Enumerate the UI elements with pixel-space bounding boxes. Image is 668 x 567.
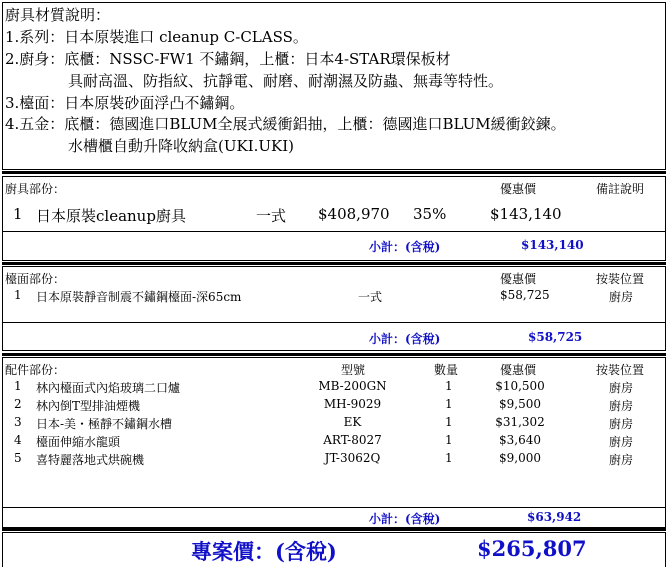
kitchen-section-title: 廚具部份： <box>5 182 66 196</box>
accessory-location: 廚房 <box>609 453 634 467</box>
accessory-name: 日本-美・極靜不鏽鋼水槽 <box>36 417 173 431</box>
accessory-location: 廚房 <box>609 381 634 395</box>
accessory-qty: 1 <box>445 433 453 447</box>
kitchen-row-list-price: $408,970 <box>318 205 390 223</box>
counter-subtotal-value: $58,725 <box>528 330 583 344</box>
accessory-qty: 1 <box>445 379 453 393</box>
accessory-model: MH-9029 <box>323 397 382 411</box>
accessory-price: $31,302 <box>495 415 545 429</box>
counter-row-location: 廚房 <box>609 290 634 304</box>
accessory-price: $9,500 <box>499 397 541 411</box>
divider <box>2 231 666 232</box>
accessory-model: MB-200GN <box>318 379 387 393</box>
project-total-value: $265,807 <box>477 536 587 561</box>
divider <box>2 262 666 265</box>
counter-location-header: 按裝位置 <box>596 272 645 286</box>
kitchen-note-header: 備註說明 <box>596 182 645 196</box>
accessory-name: 林內檯面式內焰玻璃二口爐 <box>36 381 181 395</box>
accessory-qty: 1 <box>445 451 453 465</box>
accessories-section-title: 配件部份： <box>5 363 66 377</box>
material-line-2: 2.廚身：底櫃：NSSC-FW1 不鏽鋼，上櫃：日本4-STAR環保板材 <box>5 50 451 68</box>
accessory-model: ART-8027 <box>323 433 382 447</box>
material-line-5: 4.五金：底櫃：德國進口BLUM全展式緩衝鋁抽，上櫃：德國進口BLUM緩衝鉸鍊。 <box>5 115 566 133</box>
accessory-model: JT-3062Q <box>324 451 381 465</box>
counter-row-name: 日本原裝靜音制震不鏽鋼檯面-深65cm <box>36 290 242 304</box>
accessories-qty-header: 數量 <box>434 363 459 377</box>
divider <box>2 171 666 174</box>
accessory-name: 檯面伸縮水龍頭 <box>36 435 121 449</box>
accessory-price: $9,000 <box>499 451 541 465</box>
accessories-subtotal-label: 小計：(含稅) <box>369 512 441 526</box>
kitchen-row-name: 日本原裝cleanup廚具 <box>36 207 186 225</box>
counter-section-title: 檯面部份： <box>5 272 66 286</box>
material-title: 廚具材質說明： <box>5 6 111 24</box>
accessory-no: 4 <box>14 433 22 447</box>
accessory-qty: 1 <box>445 415 453 429</box>
accessory-model: EK <box>343 415 362 429</box>
divider <box>2 528 666 531</box>
accessory-price: $3,640 <box>499 433 541 447</box>
accessory-name: 喜特麗落地式烘碗機 <box>36 453 145 467</box>
divider <box>2 322 666 323</box>
material-line-6: 水槽櫃自動升降收納盒(UKI.UKI) <box>68 137 295 155</box>
counter-subtotal-label: 小計：(含稅) <box>369 332 441 346</box>
accessories-subtotal-value: $63,942 <box>527 510 582 524</box>
kitchen-subtotal-label: 小計：(含稅) <box>369 240 441 254</box>
kitchen-row-price: $143,140 <box>490 205 562 223</box>
accessory-no: 5 <box>14 451 22 465</box>
project-total-label: 專案價：(含稅) <box>191 539 337 564</box>
kitchen-price-header: 優惠價 <box>500 182 537 196</box>
material-line-4: 3.檯面：日本原裝砂面浮凸不鏽鋼。 <box>5 94 245 112</box>
accessory-no: 3 <box>14 415 22 429</box>
divider <box>2 353 666 356</box>
divider <box>2 507 666 508</box>
counter-price-header: 優惠價 <box>500 272 537 286</box>
material-line-1: 1.系列：日本原裝進口 cleanup C-CLASS。 <box>5 28 308 46</box>
accessory-price: $10,500 <box>495 379 545 393</box>
accessories-location-header: 按裝位置 <box>596 363 645 377</box>
counter-row-price: $58,725 <box>500 288 550 302</box>
accessory-name: 林內倒T型排油煙機 <box>36 399 141 413</box>
accessories-model-header: 型號 <box>341 363 366 377</box>
accessory-location: 廚房 <box>609 399 634 413</box>
accessory-location: 廚房 <box>609 435 634 449</box>
kitchen-row-no: 1 <box>13 205 23 223</box>
counter-row-unit: 一式 <box>358 290 383 304</box>
counter-row-no: 1 <box>14 288 22 302</box>
material-line-3: 具耐高溫、防指紋、抗靜電、耐磨、耐潮濕及防蟲、無毒等特性。 <box>68 72 504 90</box>
kitchen-row-discount: 35% <box>413 205 447 223</box>
accessory-no: 2 <box>14 397 22 411</box>
accessory-location: 廚房 <box>609 417 634 431</box>
kitchen-row-unit: 一式 <box>256 207 287 225</box>
accessory-no: 1 <box>14 379 22 393</box>
kitchen-subtotal-value: $143,140 <box>521 238 584 252</box>
accessory-qty: 1 <box>445 397 453 411</box>
accessories-price-header: 優惠價 <box>500 363 537 377</box>
